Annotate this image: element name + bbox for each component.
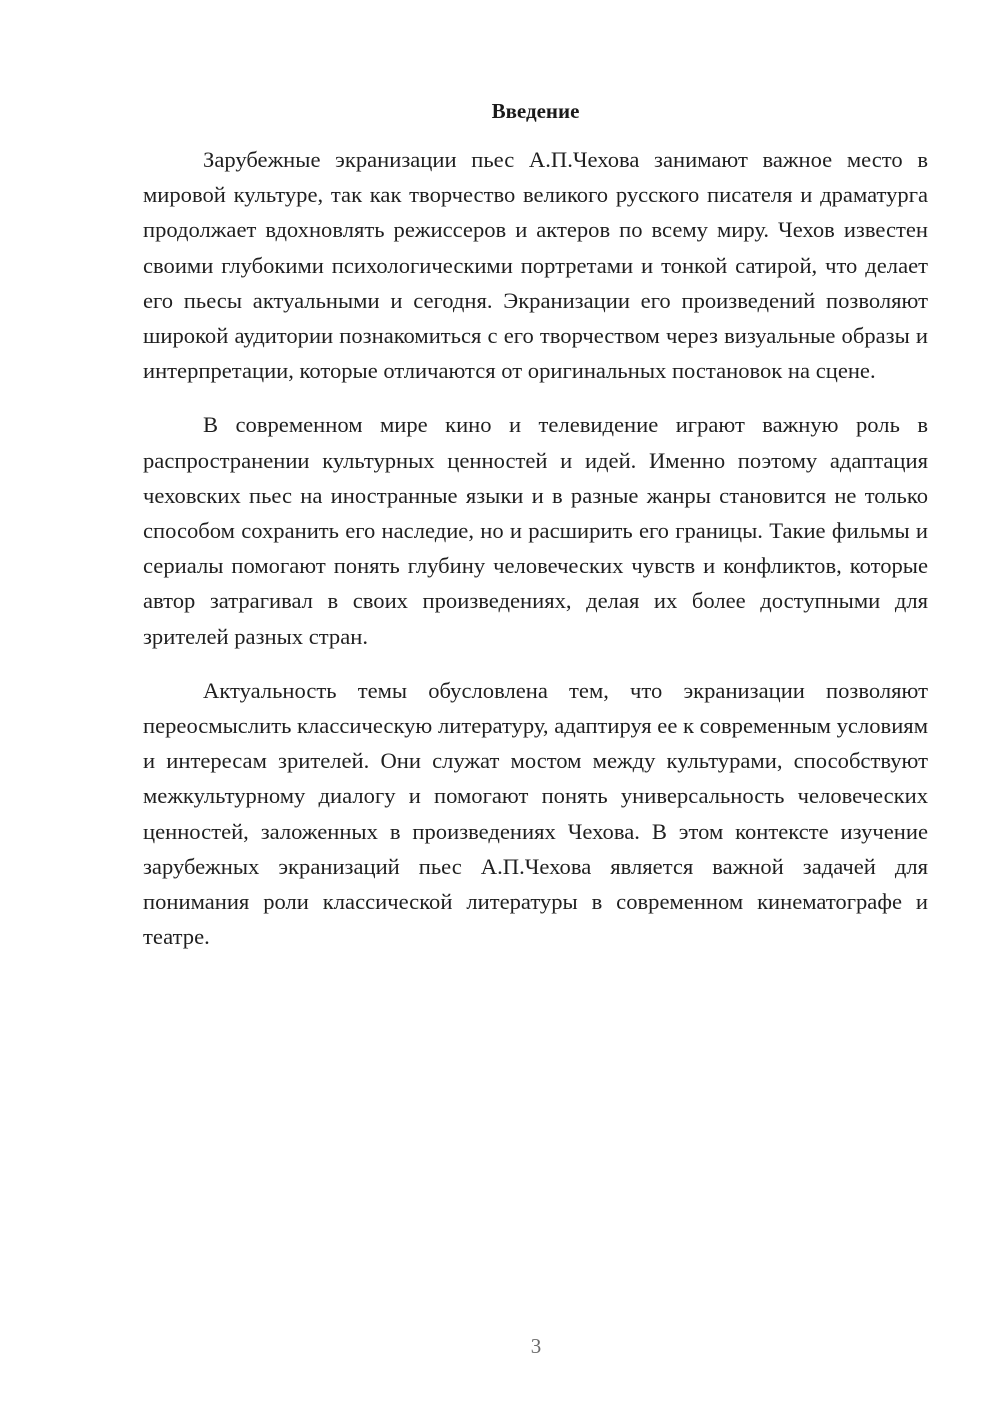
paragraph-3: Актуальность темы обусловлена тем, что экранизации позволяют переосмыслить классическую литературу, адаптируя ее к современным условиям и интересам зрителей. Они служат мостом между культурами, способствуют межкультурному диалогу и помогают понять универсальность человеческих ценностей, заложенных в произведениях Чехова. В этом контексте изучение зарубежных экранизаций пьес А.П.Чехова является важной задачей для понимания роли классической литературы в современном кинематографе и театре.	[143, 677, 928, 950]
page-title: Введение	[491, 99, 580, 123]
document-body	[143, 142, 928, 973]
paragraph-2: В современном мире кино и телевидение играют важную роль в распространении культурных ценностей и идей. Именно поэтому адаптация чеховских пьес на иностранные языки и в разные жанры становится не только способом сохранить его наследие, но и расширить его границы. Такие фильмы и сериалы помогают понять глубину человеческих чувств и конфликтов, которые автор затрагивал в своих произведениях, делая их более доступными для зрителей разных стран.	[143, 412, 928, 649]
page-number: 3	[530, 1334, 542, 1358]
paragraph-1: Зарубежные экранизации пьес А.П.Чехова занимают важное место в мировой культуре, так как творчество великого русского писателя и драматурга продолжает вдохновлять режиссеров и актеров по всему миру. Чехов известен своими глубокими психологическими портретами и тонкой сатирой, что делает его пьесы актуальными и сегодня. Экранизации его произведений позволяют широкой аудитории познакомиться с его творчеством через визуальные образы и интерпретации, которые отличаются от оригинальных постановок на сцене.	[143, 147, 928, 384]
